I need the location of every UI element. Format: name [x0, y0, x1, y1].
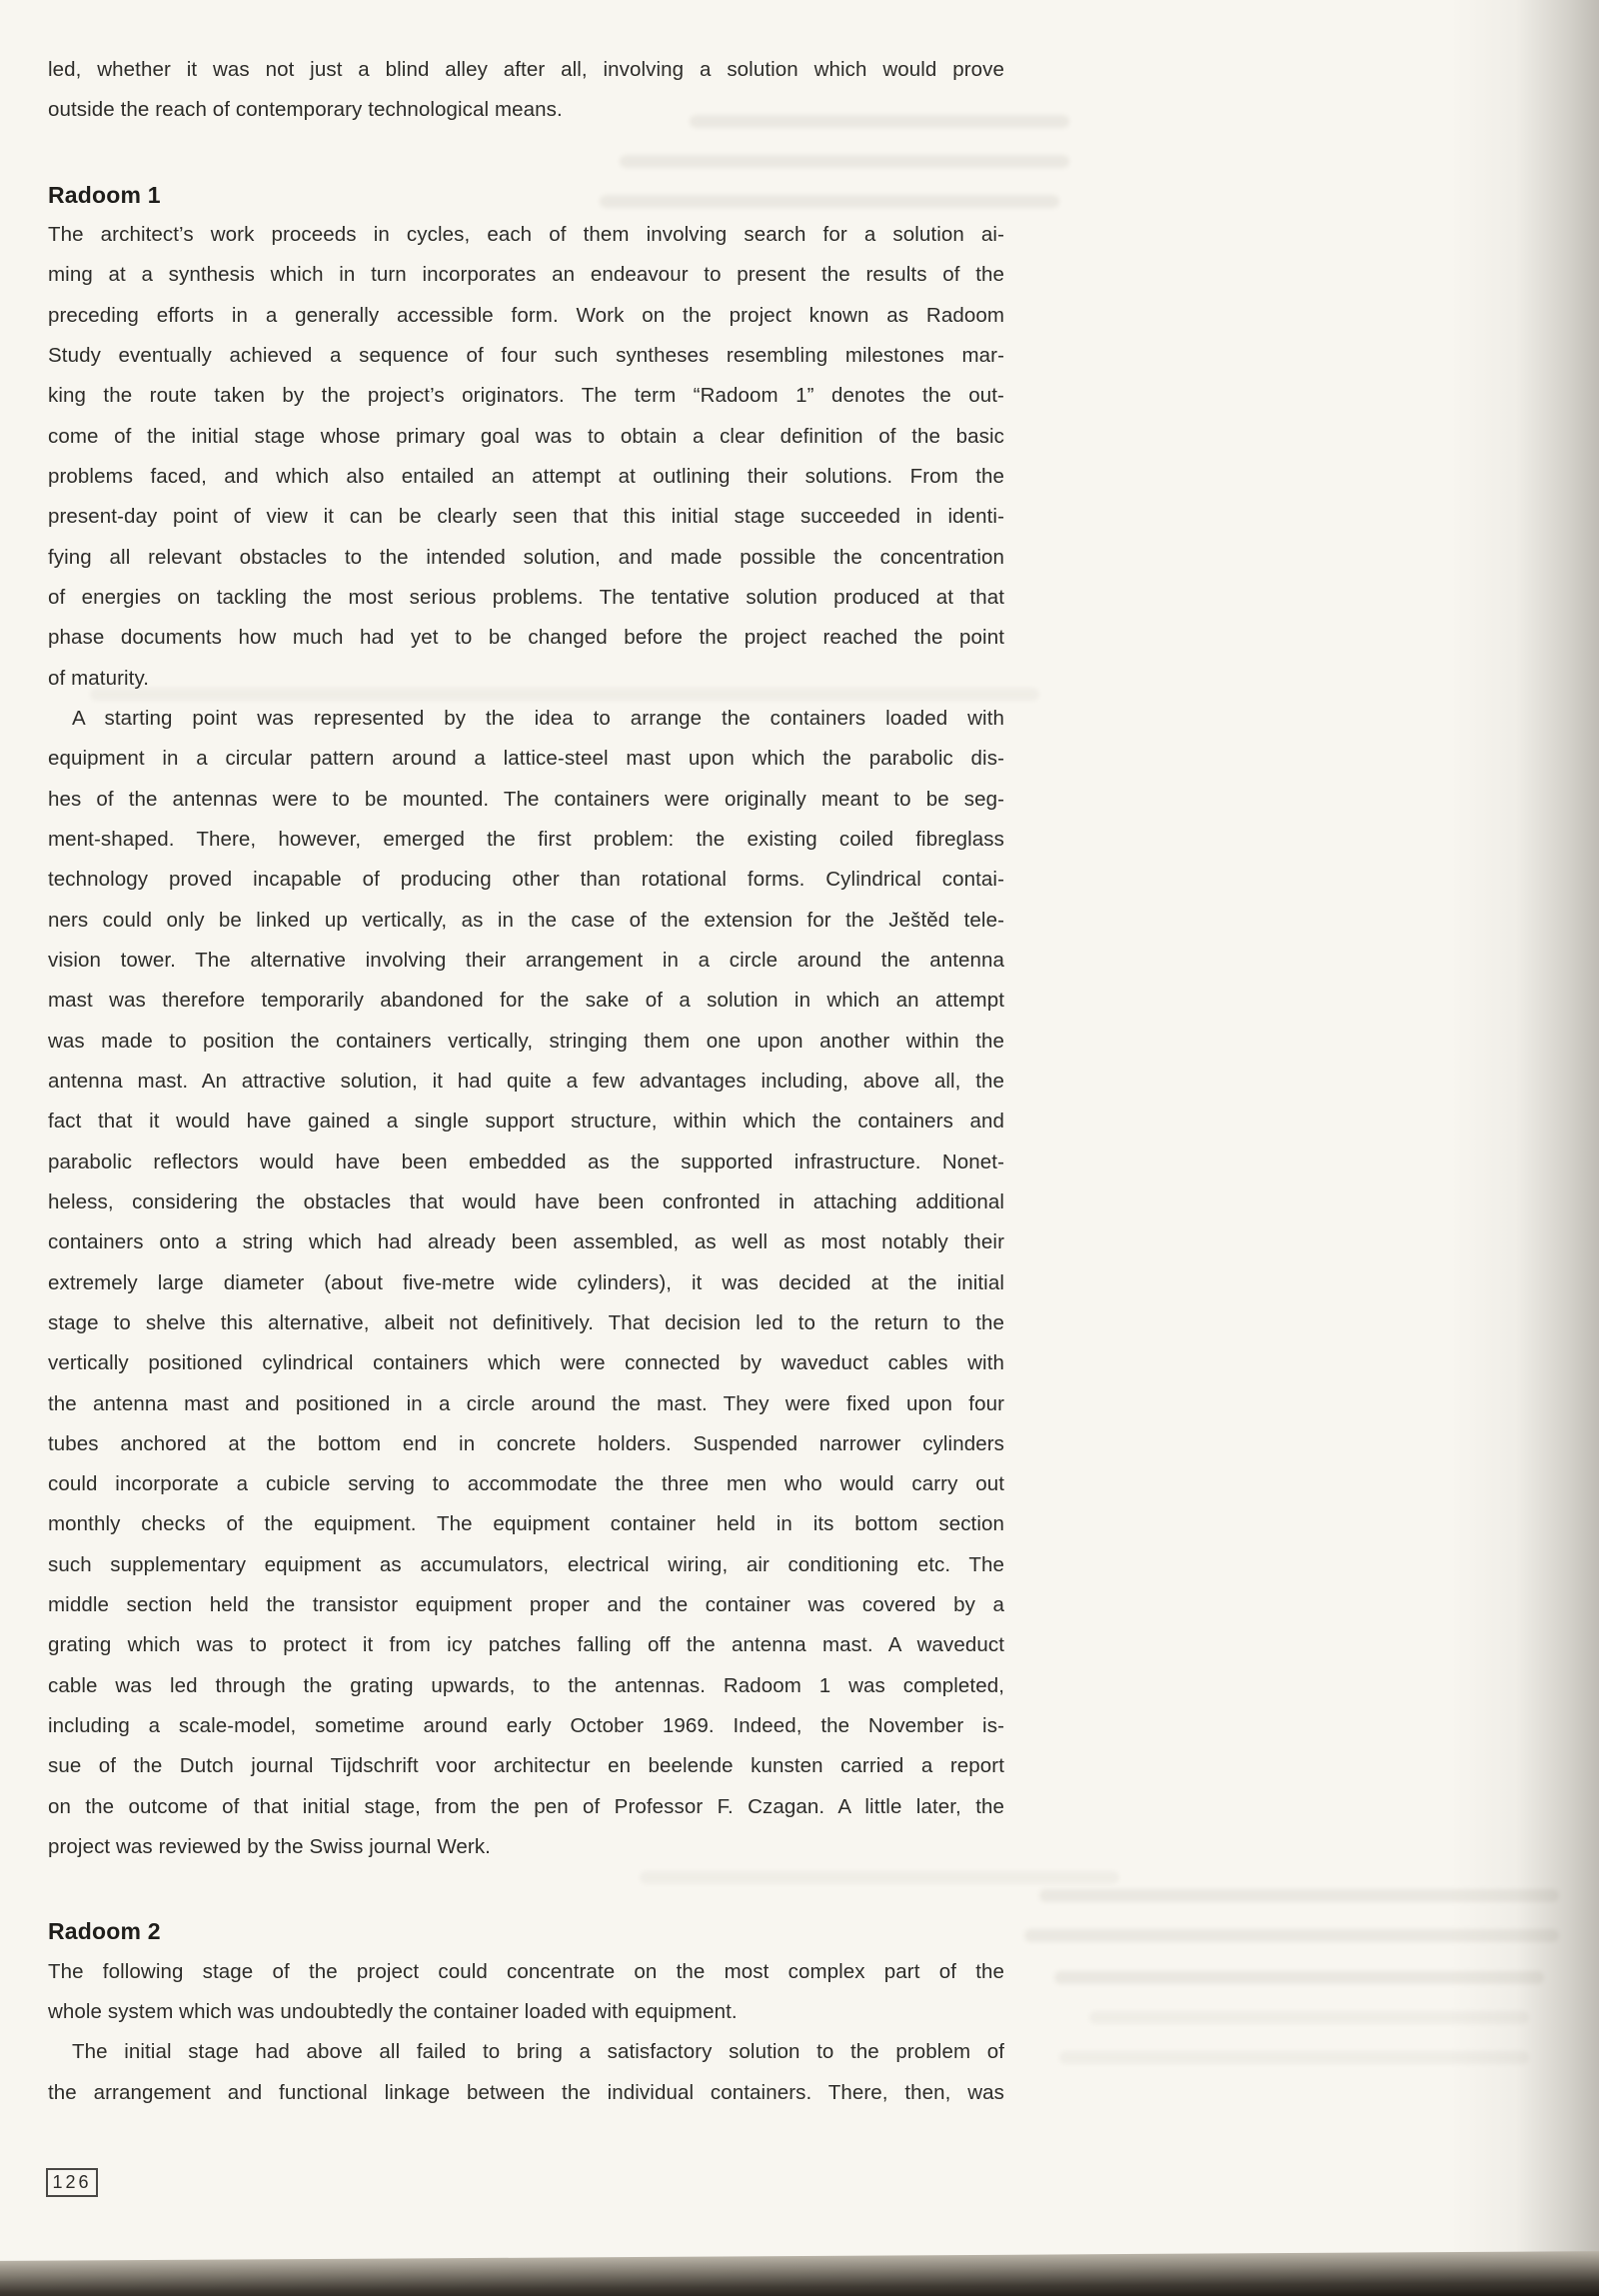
text-line: preceding efforts in a generally accessible form. Work on the project known as Radoom	[48, 303, 1004, 327]
text-line: technology proved incapable of producing other than rotational forms. Cylindrical contai-	[48, 868, 1004, 892]
paragraph	[48, 215, 1004, 699]
text-line: was made to position the containers vertically, stringing them one upon another within the	[48, 1029, 1004, 1053]
text-line: such supplementary equipment as accumulators, electrical wiring, air conditioning etc. The	[48, 1552, 1004, 1576]
bleedthrough-ghost-line	[1059, 2051, 1529, 2064]
text-line: mast was therefore temporarily abandoned for the sake of a solution in which an attempt	[48, 989, 1004, 1013]
text-line: problems faced, and which also entailed an attempt at outlining their solutions. From the	[48, 464, 1004, 488]
text-line: whole system which was undoubtedly the container loaded with equipment.	[48, 2000, 738, 2024]
text-line: tubes anchored at the bottom end in concrete holders. Suspended narrower cylinders	[48, 1431, 1004, 1455]
text-line: ners could only be linked up vertically, as in the case of the extension for the Ještěd tele-	[48, 908, 1004, 932]
text-line: fact that it would have gained a single support structure, within which the containers and	[48, 1110, 1004, 1134]
scan-bottom-band	[0, 2251, 1599, 2296]
text-line: A starting point was represented by the idea to arrange the containers loaded with	[72, 706, 1004, 730]
text-line: cable was led through the grating upwards, to the antennas. Radoom 1 was completed,	[48, 1673, 1004, 1697]
text-line: king the route taken by the project’s originators. The term “Radoom 1” denotes the out-	[48, 384, 1004, 408]
text-line: project was reviewed by the Swiss journal Werk.	[48, 1835, 491, 1859]
bleedthrough-ghost-line	[1039, 1889, 1559, 1902]
paragraph	[48, 1952, 1004, 2033]
bleedthrough-ghost-line	[1054, 1971, 1544, 1984]
text-line: on the outcome of that initial stage, from the pen of Professor F. Czagan. A little later, the	[48, 1794, 1004, 1818]
text-line: stage to shelve this alternative, albeit not definitively. That decision led to the return to the	[48, 1310, 1004, 1334]
text-line: ming at a synthesis which in turn incorporates an endeavour to present the results of the	[48, 263, 1004, 287]
text-line: antenna mast. An attractive solution, it had quite a few advantages including, above all, the	[48, 1069, 1004, 1093]
text-line: sue of the Dutch journal Tijdschrift voor architectur en beelende kunsten carried a report	[48, 1754, 1004, 1778]
text-line: the antenna mast and positioned in a circle around the mast. They were fixed upon four	[48, 1391, 1004, 1415]
text-line: outside the reach of contemporary technological means.	[48, 98, 563, 122]
text-line: equipment in a circular pattern around a lattice-steel mast upon which the parabolic dis-	[48, 747, 1004, 771]
text-line: of energies on tackling the most serious problems. The tentative solution produced at that	[48, 585, 1004, 609]
section-heading: Radoom 1	[48, 181, 161, 208]
text-line: containers onto a string which had already been assembled, as well as most notably their	[48, 1230, 1004, 1254]
text-line: could incorporate a cubicle serving to accommodate the three men who would carry out	[48, 1472, 1004, 1496]
text-line: grating which was to protect it from icy patches falling off the antenna mast. A waveduct	[48, 1633, 1004, 1657]
section-heading: Radoom 2	[48, 1918, 161, 1945]
text-line: of maturity.	[48, 666, 150, 690]
text-line: vision tower. The alternative involving their arrangement in a circle around the antenna	[48, 948, 1004, 972]
text-line: parabolic reflectors would have been embedded as the supported infrastructure. Nonet-	[48, 1149, 1004, 1173]
text-line: Study eventually achieved a sequence of four such syntheses resembling milestones mar-	[48, 343, 1004, 367]
text-line: extremely large diameter (about five-metre wide cylinders), it was decided at the initial	[48, 1270, 1004, 1294]
text-line: hes of the antennas were to be mounted. The containers were originally meant to be seg-	[48, 787, 1004, 811]
text-line: monthly checks of the equipment. The equipment container held in its bottom section	[48, 1512, 1004, 1536]
text-line: middle section held the transistor equipment proper and the container was covered by a	[48, 1593, 1004, 1617]
paragraph	[48, 2032, 1004, 2113]
text-line: the arrangement and functional linkage between the individual containers. There, then, was	[48, 2080, 1004, 2104]
text-line: present-day point of view it can be clearly seen that this initial stage succeeded in identi-	[48, 505, 1004, 529]
page-number-box	[46, 2168, 98, 2197]
text-line: phase documents how much had yet to be changed before the project reached the point	[48, 626, 1004, 650]
bleedthrough-ghost-line	[1024, 1929, 1559, 1942]
text-line: including a scale-model, sometime around early October 1969. Indeed, the November is-	[48, 1714, 1004, 1738]
bleedthrough-ghost-line	[1089, 2011, 1529, 2024]
text-line: vertically positioned cylindrical containers which were connected by waveduct cables with	[48, 1351, 1004, 1375]
text-line: heless, considering the obstacles that would have been confronted in attaching additional	[48, 1189, 1004, 1213]
page-number: 126	[52, 2172, 92, 2192]
continued-paragraph	[48, 50, 1004, 131]
text-line: ment-shaped. There, however, emerged the first problem: the existing coiled fibreglass	[48, 827, 1004, 851]
paragraph	[48, 699, 1004, 1868]
text-line: The initial stage had above all failed to bring a satisfactory solution to the problem of	[72, 2040, 1004, 2064]
text-line: fying all relevant obstacles to the intended solution, and made possible the concentration	[48, 545, 1004, 569]
text-line: The following stage of the project could concentrate on the most complex part of the	[48, 1959, 1004, 1983]
text-line: led, whether it was not just a blind alley after all, involving a solution which would prove	[48, 58, 1004, 81]
text-column	[48, 50, 1004, 2113]
page-edge-shadow	[1449, 0, 1599, 2296]
sections-container	[48, 175, 1004, 2113]
text-line: come of the initial stage whose primary goal was to obtain a clear definition of the basic	[48, 424, 1004, 448]
text-line: The architect’s work proceeds in cycles, each of them involving search for a solution ai-	[48, 222, 1004, 246]
